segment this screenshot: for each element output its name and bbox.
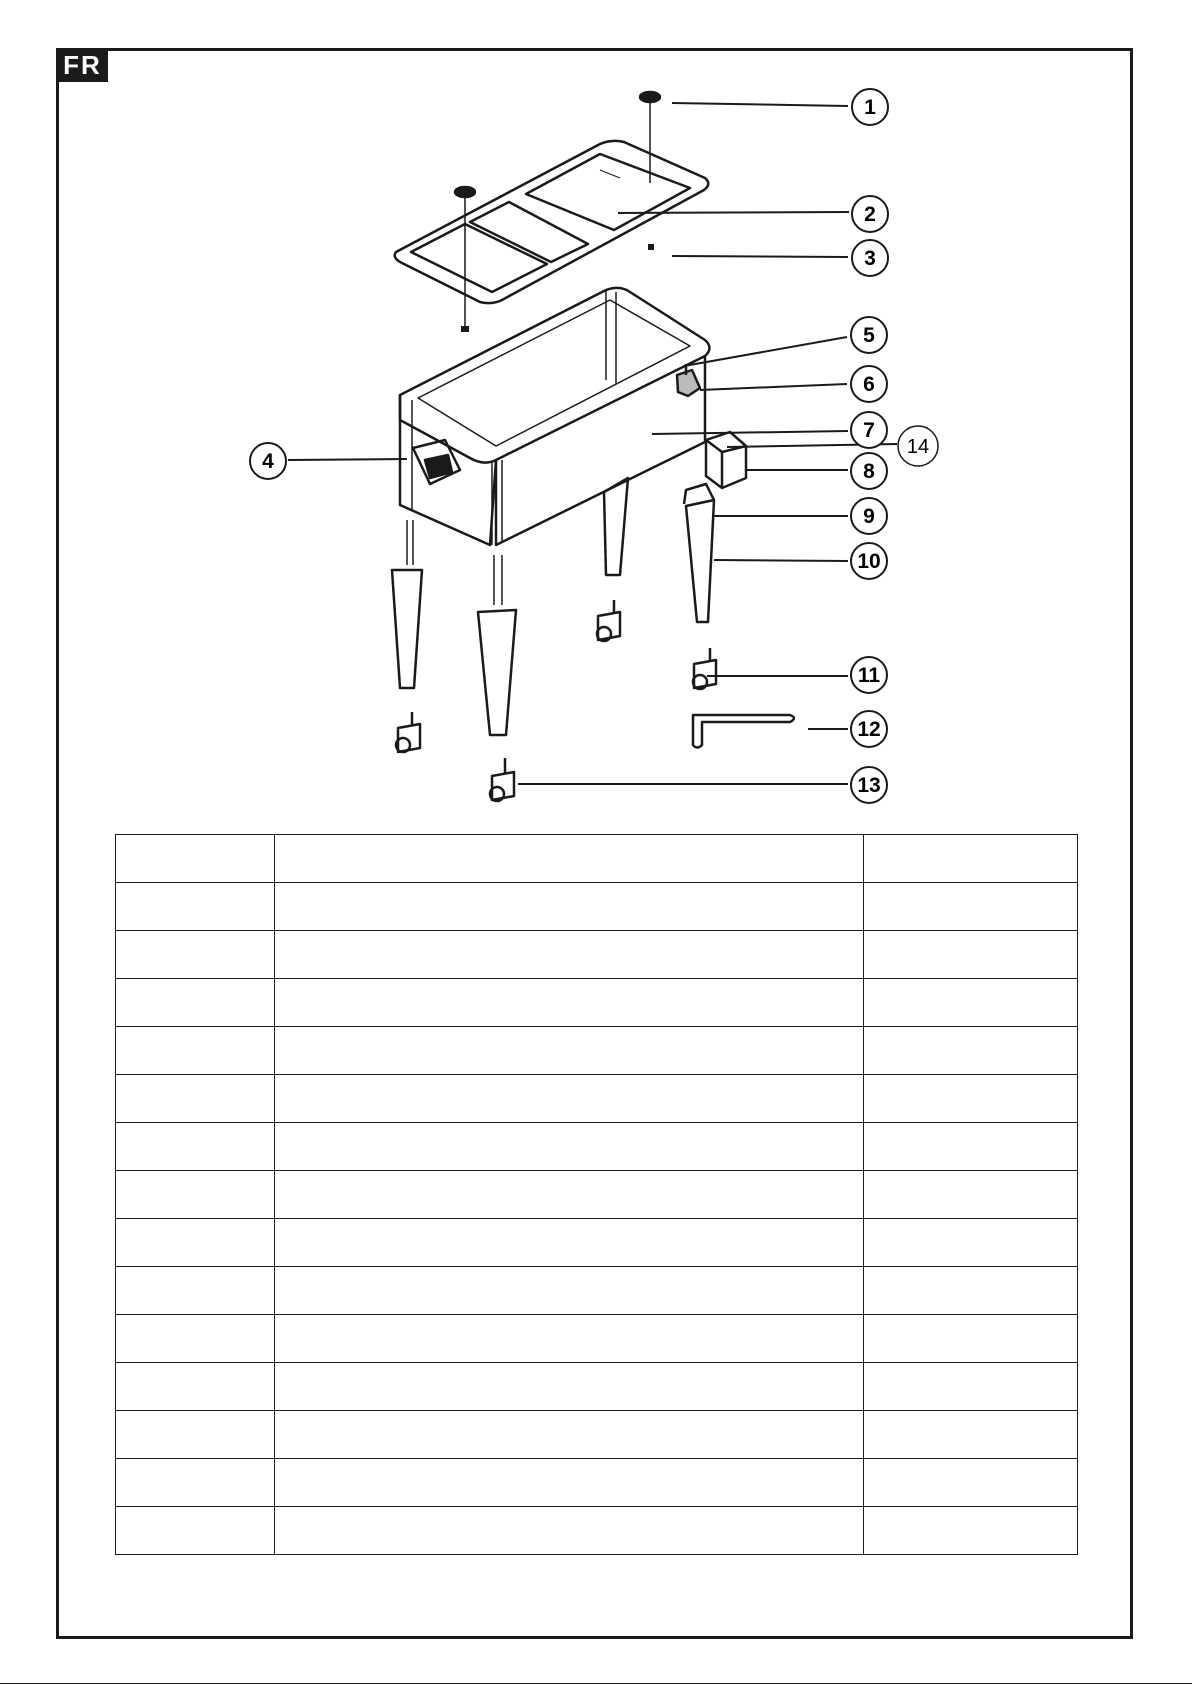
table-row: [116, 979, 1078, 1027]
table-cell: [275, 1027, 864, 1075]
callout-1: [852, 89, 888, 125]
table-cell: [275, 1507, 864, 1555]
table-cell: [864, 835, 1078, 883]
parts-list-table: [115, 834, 1078, 1555]
svg-text:11: 11: [857, 664, 881, 687]
table-cell: [864, 1315, 1078, 1363]
callout-2: [852, 196, 888, 232]
table-cell: [275, 979, 864, 1027]
table-row: [116, 931, 1078, 979]
table-cell: [864, 1171, 1078, 1219]
table-row: [116, 1075, 1078, 1123]
table-cell: [116, 1363, 275, 1411]
leg-back-right: [684, 484, 714, 622]
svg-text:14: 14: [906, 436, 930, 458]
table-cell: [275, 1411, 864, 1459]
table-cell: [116, 1411, 275, 1459]
callout-7: [851, 412, 887, 448]
table-cell: [116, 1267, 275, 1315]
table-row: [116, 883, 1078, 931]
caster-1: [396, 712, 420, 752]
table-cell: [116, 979, 275, 1027]
table-cell: [864, 1411, 1078, 1459]
allen-key: [693, 715, 794, 748]
leg-front-left: [392, 520, 422, 688]
table-cell: [275, 835, 864, 883]
table-cell: [275, 1459, 864, 1507]
table-cell: [275, 931, 864, 979]
callout-5: [851, 317, 887, 353]
caster-4: [693, 648, 716, 689]
callout-13: [851, 767, 887, 803]
table-cell: [864, 1459, 1078, 1507]
cooler-body: [400, 288, 710, 545]
svg-text:3: 3: [864, 247, 876, 270]
table-cell: [864, 1219, 1078, 1267]
table-cell: [116, 1027, 275, 1075]
table-cell: [275, 1267, 864, 1315]
table-cell: [116, 1315, 275, 1363]
callout-9: [851, 498, 887, 534]
exploded-view-diagram: [0, 0, 1192, 830]
caster-2: [490, 758, 514, 801]
caster-3: [597, 600, 620, 641]
table-cell: [864, 1363, 1078, 1411]
table-row: [116, 1507, 1078, 1555]
table-row: [116, 1027, 1078, 1075]
svg-text:13: 13: [857, 774, 881, 797]
table-cell: [116, 931, 275, 979]
table-cell: [864, 1075, 1078, 1123]
table-cell: [864, 883, 1078, 931]
table-cell: [116, 1123, 275, 1171]
page-bottom-rule: [0, 1683, 1192, 1684]
table-row: [116, 835, 1078, 883]
table-cell: [275, 1315, 864, 1363]
cooler-lid: [395, 141, 709, 303]
svg-text:1: 1: [864, 96, 876, 119]
svg-text:4: 4: [262, 450, 274, 473]
table-cell: [864, 931, 1078, 979]
table-cell: [116, 1171, 275, 1219]
table-cell: [864, 1123, 1078, 1171]
table-cell: [275, 1363, 864, 1411]
svg-text:5: 5: [863, 324, 875, 347]
callout-6: [851, 366, 887, 402]
callout-14: [898, 426, 938, 466]
table-cell: [116, 883, 275, 931]
svg-text:12: 12: [857, 718, 881, 741]
side-handle: [413, 440, 460, 484]
table-row: [116, 1459, 1078, 1507]
svg-text:8: 8: [863, 460, 875, 483]
leader-lines: [288, 103, 897, 784]
callout-8: [851, 453, 887, 489]
table-cell: [116, 1075, 275, 1123]
table-row: [116, 1363, 1078, 1411]
table-cell: [864, 1507, 1078, 1555]
table-cell: [275, 1123, 864, 1171]
table-cell: [275, 1171, 864, 1219]
table-cell: [275, 883, 864, 931]
table-row: [116, 1219, 1078, 1267]
svg-text:6: 6: [863, 373, 875, 396]
table-row: [116, 1267, 1078, 1315]
svg-text:9: 9: [863, 505, 875, 528]
callout-10: [851, 543, 887, 579]
table-cell: [275, 1075, 864, 1123]
callout-11: [851, 657, 887, 693]
table-cell: [116, 1219, 275, 1267]
catch-cup: [706, 432, 746, 488]
svg-text:7: 7: [863, 419, 875, 442]
table-row: [116, 1171, 1078, 1219]
table-cell: [116, 835, 275, 883]
table-cell: [864, 1267, 1078, 1315]
language-badge: FR: [57, 49, 108, 82]
table-row: [116, 1411, 1078, 1459]
leg-back-left: [604, 478, 628, 575]
svg-text:2: 2: [864, 203, 876, 226]
table-cell: [864, 1027, 1078, 1075]
table-row: [116, 1123, 1078, 1171]
callout-3: [852, 240, 888, 276]
leg-front-right: [478, 555, 516, 735]
callout-12: [851, 711, 887, 747]
table-cell: [864, 979, 1078, 1027]
svg-text:10: 10: [857, 550, 881, 573]
table-cell: [116, 1507, 275, 1555]
table-row: [116, 1315, 1078, 1363]
table-cell: [275, 1219, 864, 1267]
table-cell: [116, 1459, 275, 1507]
callout-4: [250, 443, 286, 479]
